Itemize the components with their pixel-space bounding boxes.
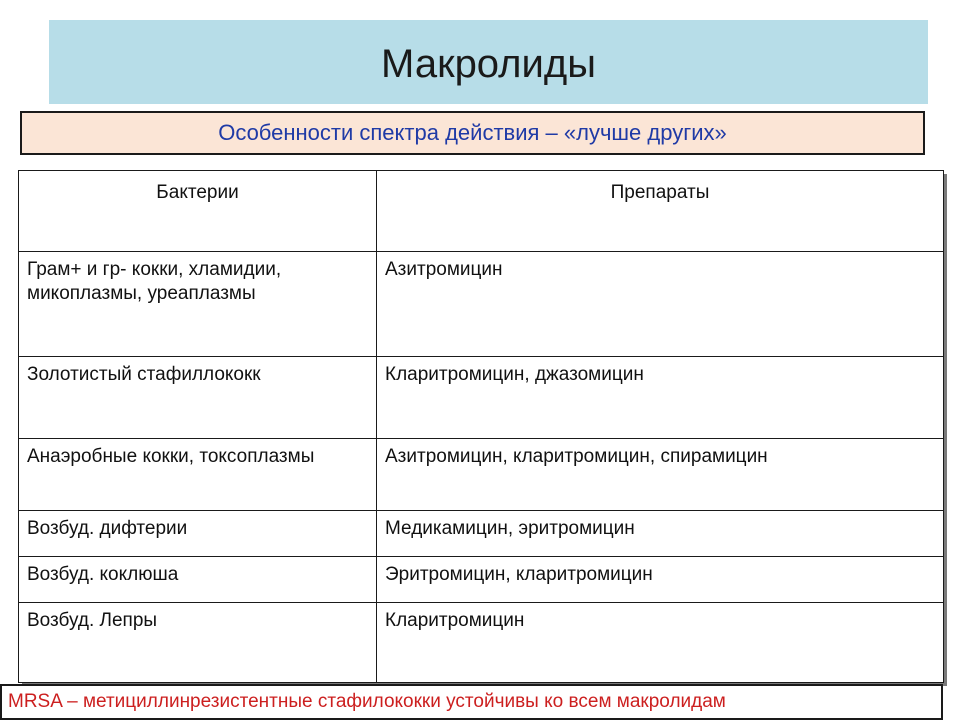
table-row [19,603,944,683]
page-title: Макролиды [381,41,596,86]
bacteria-cell: Возбуд. коклюша [19,557,377,603]
mrsa-note: MRSA – метициллинрезистентные стафилококки устойчивы ко всем макролидам [0,684,943,720]
table-row [19,357,944,439]
spectrum-table [18,170,944,683]
column-header-bacteria: Бактерии [19,171,377,252]
bacteria-cell: Возбуд. дифтерии [19,511,377,557]
spectrum-table-container [18,170,943,682]
drugs-cell: Кларитромицин, джазомицин [377,357,944,439]
drugs-cell: Азитромицин, кларитромицин, спирамицин [377,439,944,511]
drugs-cell: Кларитромицин [377,603,944,683]
bacteria-cell: Грам+ и гр- кокки, хламидии, микоплазмы, уреаплазмы [19,252,377,357]
table-row [19,511,944,557]
title-banner [49,20,928,104]
drugs-cell: Эритромицин, кларитромицин [377,557,944,603]
bacteria-cell: Золотистый стафиллококк [19,357,377,439]
bacteria-cell: Анаэробные кокки, токсоплазмы [19,439,377,511]
bacteria-cell: Возбуд. Лепры [19,603,377,683]
drugs-cell: Азитромицин [377,252,944,357]
drugs-cell: Медикамицин, эритромицин [377,511,944,557]
table-row [19,439,944,511]
table-row [19,557,944,603]
subtitle-banner: Особенности спектра действия – «лучше других» [20,111,925,155]
table-header-row [19,171,944,252]
table-row [19,252,944,357]
column-header-drugs: Препараты [377,171,944,252]
